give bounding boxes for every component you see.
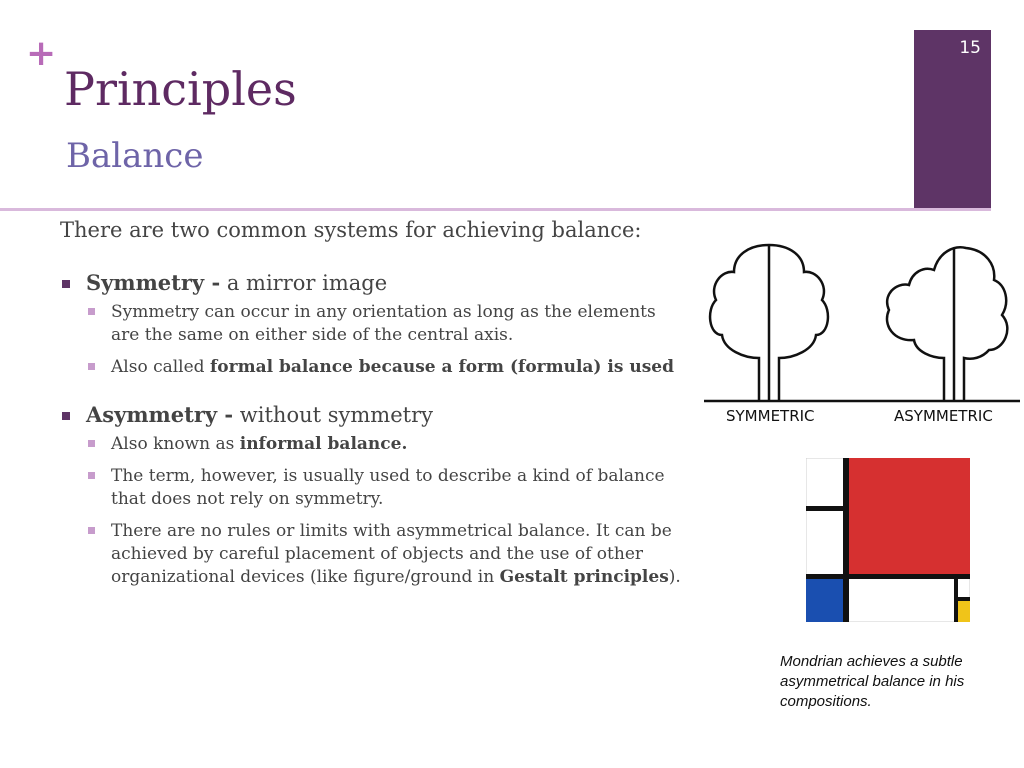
sub-bullet-bold: formal balance because a form (formula) is used — [209, 357, 674, 377]
sub-bullet — [60, 433, 681, 456]
symmetry-term: Symmetry - — [86, 270, 221, 295]
bullet-square-icon — [62, 280, 70, 288]
sub-bullet-text: There are no rules or limits with asymmetrical balance. It can be achieved by careful placement of objects and the use of other organizational devices (like figure/ground in — [111, 521, 672, 587]
bullet-square-icon — [88, 440, 95, 447]
sub-bullet-text: Symmetry can occur in any orientation as long as the elements are the same on either side of the central axis. — [111, 302, 656, 345]
slide-number-bar — [914, 30, 991, 210]
sub-bullet-text: Also called — [111, 357, 210, 377]
sub-bullet-text: ). — [668, 567, 681, 587]
bullet-square-icon — [88, 472, 95, 479]
sub-bullet — [60, 301, 681, 347]
asymmetric-label: ASYMMETRIC — [894, 407, 993, 425]
bullet-list — [60, 270, 700, 598]
slide-number: 15 — [959, 38, 981, 58]
symmetric-label: SYMMETRIC — [726, 407, 815, 425]
mondrian-blue-block — [806, 576, 846, 622]
asymmetry-term: Asymmetry - — [86, 402, 234, 427]
asymmetric-tree-icon — [887, 247, 1007, 400]
symmetry-desc: a mirror image — [220, 271, 388, 295]
balance-trees-illustration — [704, 240, 1020, 430]
asymmetry-desc: without symmetry — [233, 403, 433, 427]
sub-bullet-text: Also known as — [111, 434, 240, 454]
sub-bullet-bold: informal balance. — [239, 434, 408, 454]
bullet-square-icon — [88, 363, 95, 370]
sub-bullet — [60, 465, 681, 511]
bullet-square-icon — [88, 527, 95, 534]
plus-icon: + — [26, 33, 57, 74]
bullet-square-icon — [62, 412, 70, 420]
sub-bullet — [60, 520, 681, 589]
symmetric-tree-icon — [710, 245, 828, 400]
bullet-asymmetry — [60, 402, 700, 427]
header-divider — [0, 208, 991, 211]
bullet-square-icon — [88, 308, 95, 315]
mondrian-painting — [806, 458, 970, 622]
sub-bullet-bold: Gestalt principles — [499, 567, 669, 587]
sub-bullet — [60, 356, 681, 379]
mondrian-red-block — [846, 458, 970, 576]
sub-bullet-text: The term, however, is usually used to describe a kind of balance that does not rely on symmetry. — [111, 466, 665, 509]
image-caption: Mondrian achieves a subtle asymmetrical balance in his compositions. — [780, 653, 965, 710]
mondrian-yellow-block — [957, 600, 970, 622]
slide-subtitle: Balance — [66, 136, 204, 176]
bullet-symmetry — [60, 270, 700, 295]
slide-title: Principles — [64, 62, 297, 116]
intro-text: There are two common systems for achieving balance: — [60, 218, 642, 242]
